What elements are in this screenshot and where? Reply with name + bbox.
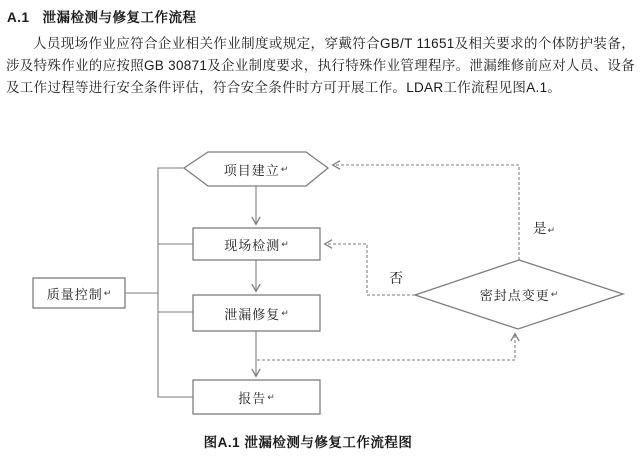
body-paragraph: 人员现场作业应符合企业相关作业制度或规定，穿戴符合GB/T 11651及相关要求的个体防护装备，涉及特殊作业的应按照GB 30871及企业制度要求，执行特殊作业管理程序。泄漏维修前应对人员、设备及工作过程等进行安全条件评估，符合安全条件时方可开展工作。LDAR工作流程见图A.1。 xyxy=(6,36,635,95)
return-mark-icon: ↵ xyxy=(281,307,289,318)
edge-yes-seal-to-project xyxy=(333,165,519,260)
return-mark-icon: ↵ xyxy=(547,225,556,235)
no-label-text: 否 xyxy=(389,270,403,286)
return-mark-icon: ↵ xyxy=(267,391,275,402)
node-quality-control xyxy=(33,278,125,308)
node-repair-label: 泄漏修复 xyxy=(224,306,281,322)
edge-repair-line-to-seal xyxy=(257,334,515,360)
figure-caption: 图A.1 泄漏检测与修复工作流程图 xyxy=(203,435,413,450)
edge-label-yes xyxy=(533,217,555,237)
node-project-label: 项目建立 xyxy=(223,162,280,178)
node-report xyxy=(193,380,320,414)
return-mark-icon: ↵ xyxy=(281,238,289,249)
node-site-inspection xyxy=(193,228,320,260)
return-mark-icon: ↵ xyxy=(103,287,112,298)
node-seal-point-change xyxy=(428,262,610,326)
node-project-establish xyxy=(184,152,328,186)
yes-label-text: 是 xyxy=(533,221,547,236)
section-number: A.1 xyxy=(7,10,30,25)
node-report-label: 报告 xyxy=(238,390,267,406)
node-inspection-label: 现场检测 xyxy=(224,237,281,253)
return-mark-icon: ↵ xyxy=(280,163,289,174)
edge-label-no xyxy=(389,268,403,288)
section-title: 泄漏检测与修复工作流程 xyxy=(42,10,197,25)
quality-trunk-line xyxy=(158,168,193,397)
node-seal-label: 密封点变更 xyxy=(479,287,550,303)
return-mark-icon: ↵ xyxy=(550,288,559,299)
node-quality-label: 质量控制 xyxy=(46,286,103,302)
node-leak-repair xyxy=(193,295,320,331)
